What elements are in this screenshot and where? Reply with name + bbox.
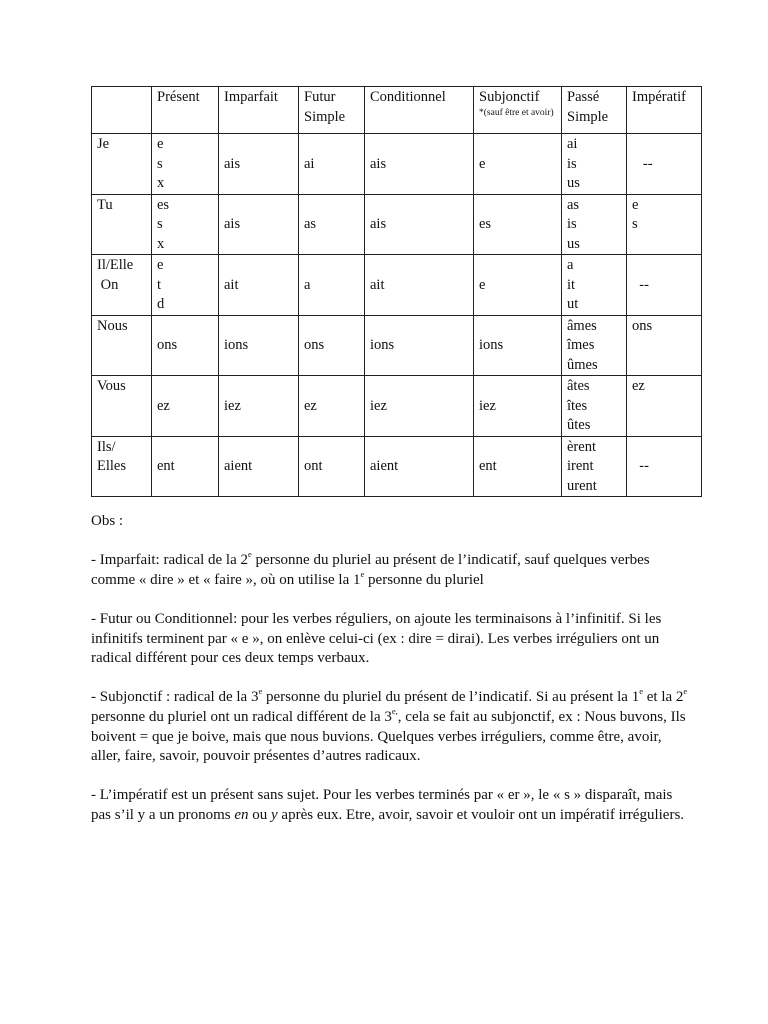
- ending-cell-present: [152, 134, 219, 195]
- ending-cell-subjonctif: [474, 436, 562, 497]
- cell-line: [304, 477, 364, 497]
- ending-cell-imparfait: [219, 436, 299, 497]
- cell-line: [157, 377, 218, 397]
- header-cell: Futur Simple: [299, 87, 365, 134]
- note-text: après eux. Etre, avoir, savoir et vouloir ont un impératif irréguliers.: [277, 806, 685, 823]
- note-sup: e: [639, 686, 643, 697]
- cell-line: Elles: [97, 458, 126, 474]
- note-text: - Subjonctif : radical de la 3: [91, 689, 259, 706]
- ending-cell-present: [152, 376, 219, 437]
- cell-line: ons: [157, 337, 178, 353]
- cell-line: [479, 477, 561, 497]
- cell-line: [224, 196, 298, 216]
- cell-line: [632, 295, 701, 315]
- ending-cell-imperatif: [627, 436, 702, 497]
- cell-line: [370, 416, 473, 436]
- cell-line: On: [97, 276, 119, 293]
- cell-line: ent: [157, 458, 175, 474]
- ending-cell-passe-simple: [562, 134, 627, 195]
- table-row: [92, 134, 702, 195]
- table-row: [92, 376, 702, 437]
- ending-cell-subjonctif: [474, 255, 562, 316]
- cell-line: iez: [370, 397, 387, 414]
- header-cell: Impératif: [627, 87, 702, 134]
- cell-line: [479, 416, 561, 436]
- ending-cell-imperatif: [627, 255, 702, 316]
- cell-line: irent: [567, 458, 594, 474]
- cell-line: îtes: [567, 397, 588, 414]
- cell-line: ent: [479, 458, 497, 474]
- cell-line: îmes: [567, 337, 595, 353]
- cell-line: [370, 196, 473, 216]
- cell-line: ai: [567, 136, 578, 152]
- note-imparfait: [91, 551, 691, 590]
- cell-line: s: [157, 216, 163, 232]
- table-row: [92, 194, 702, 255]
- note-italic-y: y: [271, 806, 278, 823]
- cell-line: aient: [224, 458, 253, 474]
- ending-cell-futur: [299, 255, 365, 316]
- cell-line: [157, 477, 218, 497]
- cell-line: [479, 135, 561, 155]
- ending-cell-passe-simple: [562, 194, 627, 255]
- ending-cell-imparfait: [219, 255, 299, 316]
- cell-line: ûtes: [567, 417, 591, 433]
- note-futur: - Futur ou Conditionnel: pour les verbes réguliers, on ajoute les terminaisons à l’infinitif. Si les infinitifs terminent par « e », on enlève celui-ci (ex : dire = dirai). Les verbes irréguliers ont un radical différent pour ces deux temps verbaux.: [91, 610, 662, 667]
- cell-line: Je: [97, 136, 110, 152]
- cell-line: èrent: [567, 438, 596, 455]
- cell-line: ez: [632, 378, 645, 394]
- table-row: [92, 315, 702, 376]
- cell-line: s: [157, 155, 163, 172]
- note-sup: e: [683, 686, 688, 697]
- ending-cell-imparfait: [219, 194, 299, 255]
- table-header-row: [92, 87, 702, 134]
- header-cell: Passé Simple: [562, 87, 627, 134]
- cell-line: [479, 377, 561, 397]
- cell-line: [479, 356, 561, 376]
- cell-line: is: [567, 216, 577, 232]
- ending-cell-passe-simple: [562, 315, 627, 376]
- cell-line: [370, 356, 473, 376]
- cell-line: [224, 477, 298, 497]
- note-text: personne du pluriel du présent de l’indicatif. Si au présent la 1: [262, 689, 640, 706]
- cell-line: --: [632, 458, 649, 474]
- cell-line: [304, 135, 364, 155]
- cell-line: [224, 235, 298, 255]
- cell-line: a: [567, 257, 574, 273]
- note-italic-en: en: [234, 806, 249, 823]
- cell-line: [157, 438, 218, 458]
- note-sup: e,: [391, 705, 398, 716]
- cell-line: [370, 295, 473, 315]
- cell-line: [370, 477, 473, 497]
- notes-section: [91, 512, 691, 845]
- cell-line: ons: [632, 317, 653, 334]
- cell-line: ai: [304, 155, 315, 172]
- pronoun-cell: [92, 134, 152, 195]
- cell-line: ais: [370, 155, 387, 172]
- note-text: personne du pluriel ont un radical différent de la 3: [91, 708, 392, 725]
- cell-line: ez: [304, 397, 317, 414]
- cell-line: [157, 356, 218, 376]
- cell-line: [304, 295, 364, 315]
- cell-line: ont: [304, 458, 323, 474]
- cell-line: Il/Elle: [97, 257, 134, 273]
- note-sup: e: [248, 549, 252, 560]
- ending-cell-conditionnel: [365, 194, 474, 255]
- cell-line: x: [157, 235, 165, 252]
- cell-line: Nous: [97, 317, 128, 334]
- cell-line: [157, 317, 218, 337]
- ending-cell-passe-simple: [562, 436, 627, 497]
- ending-cell-imperatif: [627, 194, 702, 255]
- note-text: personne du pluriel au présent de l’indicatif, sauf quelques verbes comme « dire » et « faire », où on utilise la 1: [91, 552, 650, 588]
- cell-line: [479, 256, 561, 276]
- cell-line: [632, 397, 701, 417]
- note-subjonctif: [91, 688, 691, 766]
- cell-line: [224, 356, 298, 376]
- ending-cell-futur: [299, 376, 365, 437]
- cell-line: ez: [157, 397, 170, 414]
- cell-line: iez: [224, 397, 241, 414]
- ending-cell-passe-simple: [562, 255, 627, 316]
- cell-line: [632, 336, 701, 356]
- cell-line: e: [157, 257, 164, 273]
- cell-line: e: [479, 155, 486, 172]
- cell-line: [479, 196, 561, 216]
- ending-cell-subjonctif: [474, 134, 562, 195]
- cell-line: [304, 416, 364, 436]
- cell-line: [304, 377, 364, 397]
- cell-line: [370, 135, 473, 155]
- cell-line: [370, 256, 473, 276]
- cell-line: aient: [370, 458, 399, 474]
- cell-line: it: [567, 276, 576, 293]
- cell-line: t: [157, 276, 162, 293]
- cell-line: [224, 295, 298, 315]
- ending-cell-subjonctif: [474, 315, 562, 376]
- ending-cell-subjonctif: [474, 194, 562, 255]
- cell-line: e: [157, 136, 164, 152]
- cell-line: [479, 317, 561, 337]
- cell-line: âtes: [567, 378, 590, 394]
- cell-line: [370, 317, 473, 337]
- cell-line: [304, 235, 364, 255]
- ending-cell-imperatif: [627, 315, 702, 376]
- cell-line: [479, 174, 561, 194]
- note-text: et la 2: [643, 689, 684, 706]
- note-imperatif: [91, 786, 691, 825]
- header-cell: [92, 87, 152, 134]
- cell-line: ais: [370, 216, 387, 232]
- cell-line: [304, 356, 364, 376]
- note-sup: e: [258, 686, 263, 697]
- cell-line: ûmes: [567, 356, 598, 373]
- cell-line: Ils/: [97, 438, 116, 455]
- cell-line: us: [567, 235, 580, 252]
- cell-line: [224, 317, 298, 337]
- cell-line: --: [632, 276, 649, 293]
- cell-line: âmes: [567, 317, 597, 334]
- pronoun-cell: [92, 194, 152, 255]
- cell-line: us: [567, 175, 580, 191]
- ending-cell-subjonctif: [474, 376, 562, 437]
- cell-line: ais: [224, 155, 241, 172]
- ending-cell-conditionnel: [365, 315, 474, 376]
- cell-line: [370, 377, 473, 397]
- ending-cell-conditionnel: [365, 134, 474, 195]
- cell-line: Vous: [97, 378, 126, 394]
- cell-line: e: [479, 276, 486, 293]
- cell-line: [224, 377, 298, 397]
- cell-line: ions: [224, 337, 249, 353]
- cell-line: [632, 256, 701, 276]
- ending-cell-futur: [299, 315, 365, 376]
- cell-line: ais: [224, 216, 241, 232]
- header-label: Subjonctif: [479, 89, 540, 105]
- ending-cell-imperatif: [627, 134, 702, 195]
- ending-cell-passe-simple: [562, 376, 627, 437]
- ending-cell-conditionnel: [365, 255, 474, 316]
- ending-cell-imparfait: [219, 376, 299, 437]
- cell-line: [632, 174, 701, 194]
- ending-cell-present: [152, 255, 219, 316]
- cell-line: is: [567, 155, 577, 172]
- table-row: [92, 255, 702, 316]
- cell-line: x: [157, 175, 165, 191]
- cell-line: Tu: [97, 196, 113, 213]
- note-sup: e: [360, 568, 365, 579]
- note-text: personne du pluriel: [364, 571, 484, 588]
- ending-cell-present: [152, 436, 219, 497]
- cell-line: --: [632, 155, 653, 172]
- header-cell-subjonctif: [474, 87, 562, 134]
- ending-cell-futur: [299, 436, 365, 497]
- cell-line: d: [157, 296, 165, 312]
- cell-line: a: [304, 276, 311, 293]
- pronoun-cell: [92, 436, 152, 497]
- ending-cell-imperatif: [627, 376, 702, 437]
- note-text: - L’impératif est un présent sans sujet. Pour les verbes terminés par « er », le « s » disparaît, mais pas s’il y a un pronoms: [91, 787, 673, 823]
- cell-line: es: [157, 196, 170, 213]
- ending-cell-imparfait: [219, 134, 299, 195]
- obs-label: Obs :: [91, 513, 124, 529]
- cell-line: [304, 317, 364, 337]
- header-cell: Imparfait: [219, 87, 299, 134]
- cell-line: e: [632, 196, 639, 213]
- cell-line: [632, 416, 701, 436]
- note-text: , cela se fait au subjonctif, ex : Nous buvons, Ils boivent = que je boive, mais que nous buvions. Quelques verbes irréguliers, comme être, avoir, aller, faire, savoir, pouvoir présentes d’autres radicaux.: [91, 708, 686, 765]
- cell-line: [632, 438, 701, 458]
- cell-line: ions: [370, 337, 395, 353]
- header-cell: Conditionnel: [365, 87, 474, 134]
- cell-line: [304, 196, 364, 216]
- cell-line: iez: [479, 397, 496, 414]
- cell-line: [370, 174, 473, 194]
- cell-line: [304, 256, 364, 276]
- cell-line: [224, 416, 298, 436]
- cell-line: urent: [567, 477, 597, 494]
- cell-line: [224, 174, 298, 194]
- cell-line: [224, 256, 298, 276]
- cell-line: [479, 438, 561, 458]
- note-text: - Imparfait: radical de la 2: [91, 552, 249, 569]
- cell-line: [479, 295, 561, 315]
- cell-line: [224, 135, 298, 155]
- ending-cell-imparfait: [219, 315, 299, 376]
- cell-line: [224, 438, 298, 458]
- header-cell: Présent: [152, 87, 219, 134]
- table-row: [92, 436, 702, 497]
- pronoun-cell: [92, 376, 152, 437]
- ending-cell-present: [152, 194, 219, 255]
- subjonctif-footnote: *(sauf être et avoir): [479, 107, 554, 118]
- cell-line: [304, 438, 364, 458]
- cell-line: [632, 235, 701, 255]
- cell-line: as: [304, 216, 317, 232]
- ending-cell-futur: [299, 134, 365, 195]
- cell-line: [157, 416, 218, 436]
- cell-line: [479, 235, 561, 255]
- ending-cell-conditionnel: [365, 436, 474, 497]
- cell-line: s: [632, 216, 638, 232]
- cell-line: [304, 174, 364, 194]
- cell-line: [632, 135, 701, 155]
- cell-line: as: [567, 196, 580, 213]
- note-text: ou: [248, 806, 271, 823]
- ending-cell-conditionnel: [365, 376, 474, 437]
- cell-line: ut: [567, 296, 579, 312]
- pronoun-cell: [92, 315, 152, 376]
- pronoun-cell: [92, 255, 152, 316]
- cell-line: ait: [370, 276, 385, 293]
- cell-line: [370, 438, 473, 458]
- cell-line: ait: [224, 276, 239, 293]
- cell-line: [632, 477, 701, 497]
- cell-line: [370, 235, 473, 255]
- ending-cell-present: [152, 315, 219, 376]
- cell-line: [632, 356, 701, 376]
- conjugation-table: [91, 86, 702, 497]
- cell-line: ions: [479, 337, 504, 353]
- cell-line: ons: [304, 337, 325, 353]
- ending-cell-futur: [299, 194, 365, 255]
- cell-line: es: [479, 216, 492, 232]
